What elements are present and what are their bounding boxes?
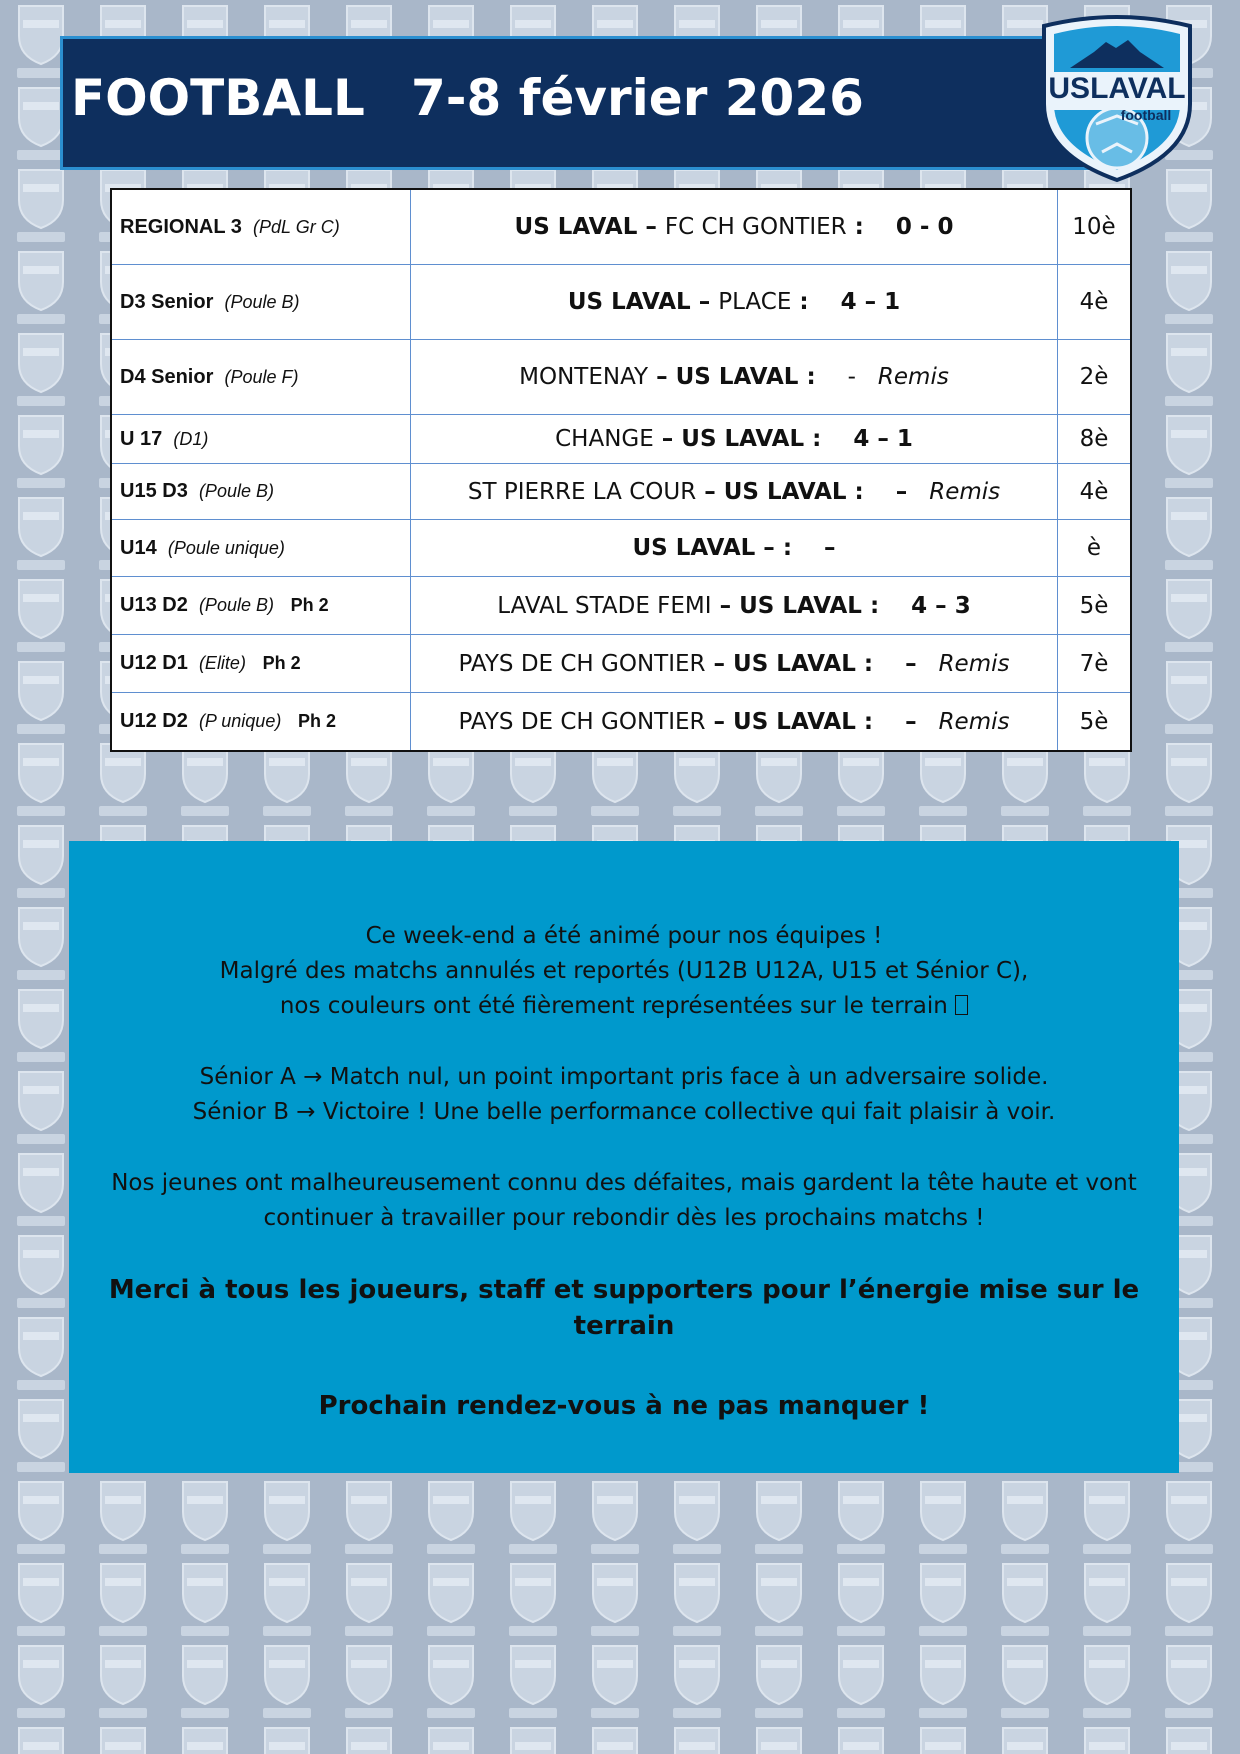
result-category: D3 Senior (120, 290, 214, 313)
summary-youth-line-2: continuer à travailler pour rebondir dès les prochains matchs ! (263, 1205, 985, 1231)
result-away-team: US LAVAL (723, 478, 847, 505)
result-score: – (895, 478, 908, 505)
result-separator: – (653, 426, 682, 452)
result-rank: è (1058, 520, 1132, 577)
weekend-summary-panel (69, 841, 1179, 1473)
result-category: D4 Senior (120, 365, 214, 388)
result-category: U14 (120, 536, 157, 559)
result-colon: : (861, 592, 912, 619)
result-row (111, 577, 1131, 635)
result-score: – (905, 650, 917, 677)
summary-line-1: Ce week-end a été animé pour nos équipes ! (365, 923, 883, 949)
result-phase: Ph 2 (290, 595, 329, 615)
results-table (110, 188, 1132, 752)
result-category-cell (111, 415, 411, 464)
result-home-team: MONTENAY (519, 364, 649, 390)
result-category: U13 D2 (120, 594, 188, 616)
result-match-cell (411, 340, 1058, 415)
summary-line-3-text: nos couleurs ont été fièrement représentées sur le terrain (279, 993, 956, 1019)
result-row (111, 635, 1131, 693)
result-pool: (P unique) (198, 711, 282, 731)
result-separator: – (696, 478, 724, 505)
logo-text: USLAVAL (1048, 72, 1186, 105)
result-row (111, 520, 1131, 577)
result-match-cell (411, 635, 1058, 693)
result-rank: 8è (1058, 415, 1132, 464)
result-separator: – (705, 708, 734, 735)
result-pool: (Poule F) (224, 366, 299, 387)
result-home-team: ST PIERRE LA COUR (467, 478, 697, 505)
result-pool: (Poule unique) (167, 537, 285, 558)
result-category-cell (111, 693, 411, 752)
result-category-cell (111, 577, 411, 635)
result-match-cell (411, 577, 1058, 635)
result-pool: (Poule B) (198, 481, 274, 501)
result-match-cell (411, 464, 1058, 520)
result-away-team: US LAVAL (733, 650, 856, 677)
result-rank: 4è (1058, 265, 1132, 340)
result-category-cell (111, 265, 411, 340)
result-away-team: US LAVAL (739, 592, 862, 619)
result-pool: (PdL Gr C) (253, 216, 340, 237)
summary-thanks: Merci à tous les joueurs, staff et supporters pour l’énergie mise sur le terrain (108, 1275, 1140, 1341)
result-row (111, 265, 1131, 340)
result-rank: 4è (1058, 464, 1132, 520)
header-date: 7-8 février 2026 (411, 69, 864, 127)
result-colon: : (782, 535, 825, 561)
result-away-team: FC CH GONTIER (664, 214, 847, 240)
result-colon: : (804, 426, 854, 452)
result-category: U12 D1 (120, 652, 188, 674)
summary-next: Prochain rendez-vous à ne pas manquer ! (318, 1391, 930, 1421)
result-away-team: US LAVAL (675, 364, 799, 390)
result-separator: – (637, 214, 665, 240)
result-pool: (D1) (173, 428, 209, 449)
result-separator: – (711, 592, 740, 619)
result-score: - (847, 364, 856, 390)
result-row (111, 415, 1131, 464)
result-colon: : (798, 364, 848, 390)
summary-senior-a: Sénior A → Match nul, un point important pris face à un adversaire solide. (199, 1064, 1049, 1090)
result-home-team: US LAVAL (632, 535, 756, 561)
result-score: 0 - 0 (895, 214, 954, 240)
result-category-cell (111, 635, 411, 693)
result-score: – (824, 535, 836, 561)
result-home-team: PAYS DE CH GONTIER (458, 708, 706, 735)
result-home-team: US LAVAL (567, 289, 691, 315)
summary-line-3 (69, 989, 1179, 1024)
result-home-team: LAVAL STADE FEMI (497, 592, 712, 619)
result-score: 4 – 3 (911, 592, 971, 619)
result-colon: : (855, 650, 906, 677)
result-rank: 2è (1058, 340, 1132, 415)
result-score: 4 – 1 (853, 426, 913, 452)
result-rank: 5è (1058, 693, 1132, 752)
result-rank: 5è (1058, 577, 1132, 635)
result-match-cell (411, 693, 1058, 752)
result-rank: 10è (1058, 189, 1132, 265)
result-separator: – (648, 364, 676, 390)
result-score: 4 – 1 (840, 289, 901, 315)
result-score: – (905, 708, 917, 735)
result-colon: : (846, 214, 896, 240)
summary-youth-line-1: Nos jeunes ont malheureusement connu des défaites, mais gardent la tête haute et vont (111, 1170, 1137, 1196)
result-category: U 17 (120, 427, 163, 450)
result-colon: : (846, 478, 896, 505)
result-colon: : (855, 708, 906, 735)
result-category-cell (111, 189, 411, 265)
result-home-team: PAYS DE CH GONTIER (458, 650, 706, 677)
result-separator: – (755, 535, 783, 561)
header-sport: FOOTBALL (71, 69, 365, 127)
result-pool: (Poule B) (198, 595, 274, 615)
result-row (111, 464, 1131, 520)
result-match-cell (411, 520, 1058, 577)
missing-glyph-icon (955, 995, 968, 1015)
summary-line-2: Malgré des matchs annulés et reportés (U12B U12A, U15 et Sénior C), (219, 958, 1029, 984)
logo-subtext: football (1120, 107, 1172, 123)
result-match-cell (411, 415, 1058, 464)
result-category-cell (111, 464, 411, 520)
result-category: U15 D3 (120, 480, 188, 502)
result-row (111, 693, 1131, 752)
club-logo (1036, 12, 1198, 184)
result-note: Remis (929, 478, 1001, 505)
result-separator: – (705, 650, 734, 677)
result-pool: (Poule B) (224, 291, 300, 312)
result-home-team: CHANGE (555, 426, 654, 452)
result-colon: : (791, 289, 841, 315)
result-phase: Ph 2 (262, 653, 301, 673)
result-note: Remis (938, 708, 1010, 735)
result-note: Remis (938, 650, 1010, 677)
page-header (60, 36, 1110, 170)
summary-senior-b: Sénior B → Victoire ! Une belle performance collective qui fait plaisir à voir. (192, 1099, 1056, 1125)
result-row (111, 340, 1131, 415)
result-pool: (Elite) (198, 653, 246, 673)
result-category-cell (111, 340, 411, 415)
result-category: U12 D2 (120, 710, 188, 732)
result-category-cell (111, 520, 411, 577)
result-row (111, 189, 1131, 265)
result-phase: Ph 2 (298, 711, 337, 731)
result-away-team: US LAVAL (733, 708, 856, 735)
result-category: REGIONAL 3 (120, 215, 242, 238)
result-home-team: US LAVAL (514, 214, 638, 240)
result-away-team: US LAVAL (681, 426, 805, 452)
result-rank: 7è (1058, 635, 1132, 693)
result-separator: – (690, 289, 719, 315)
result-note: Remis (877, 364, 949, 390)
result-match-cell (411, 265, 1058, 340)
result-match-cell (411, 189, 1058, 265)
result-away-team: PLACE (718, 289, 792, 315)
